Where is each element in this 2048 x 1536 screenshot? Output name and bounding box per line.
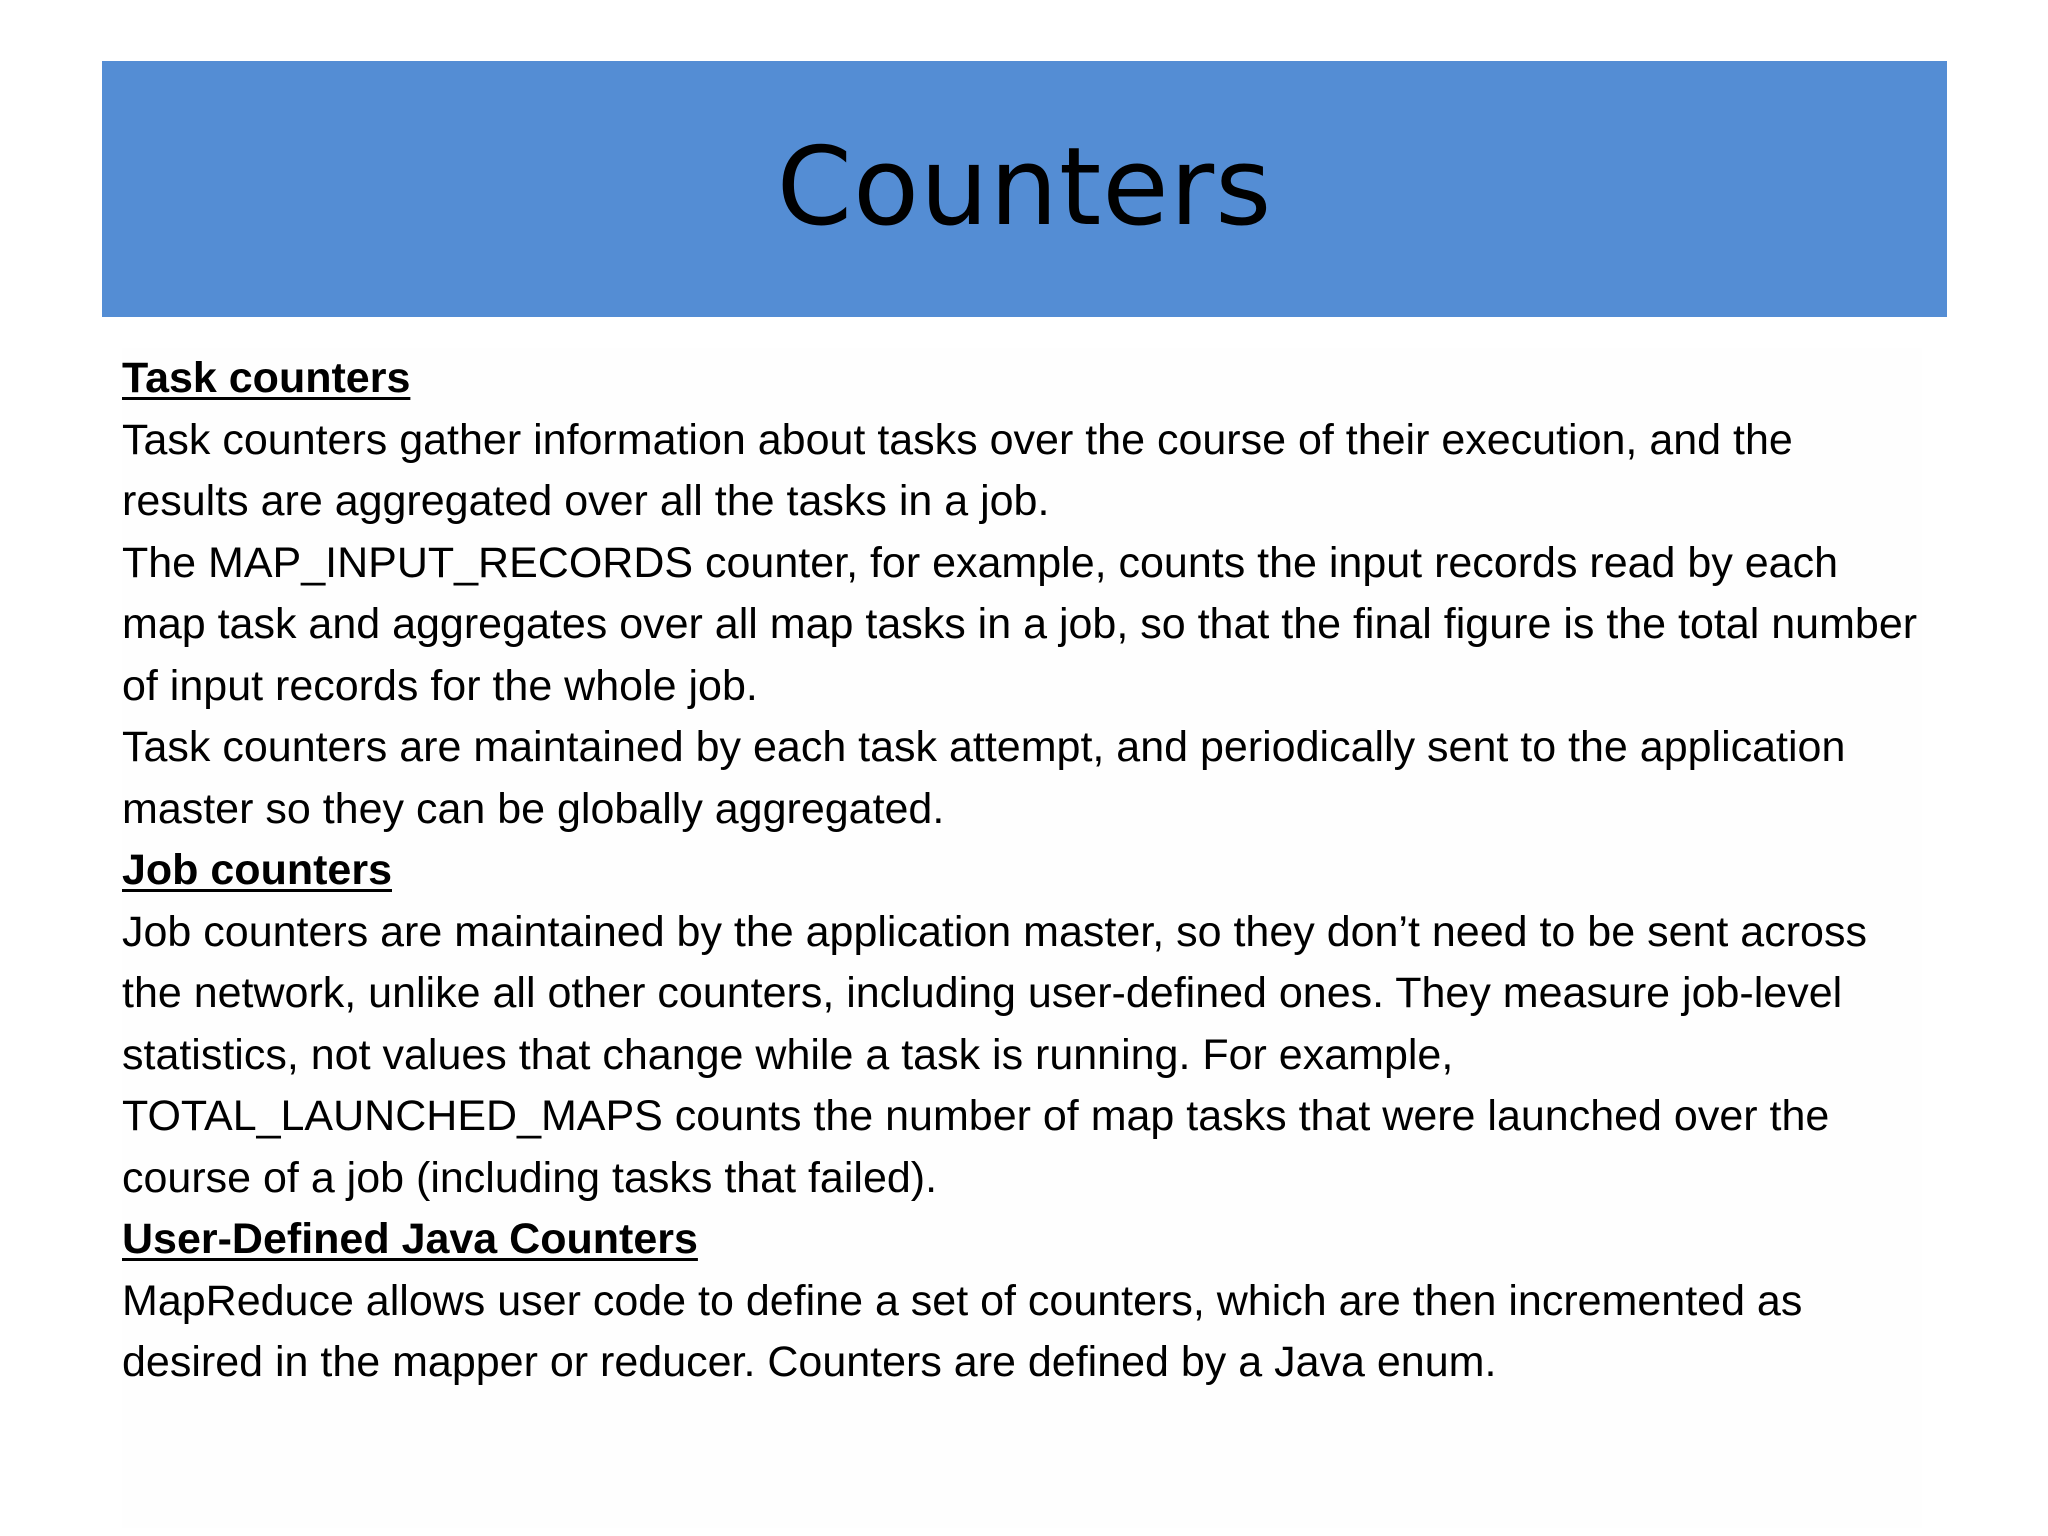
title-bar [102,61,1947,317]
user-defined-counters-paragraph: MapReduce allows user code to define a set of counters, which are then incremented as desired in the mapper or reducer. Counters are defined by a Java enum. [122,1276,1803,1386]
user-defined-counters-heading: User-Defined Java Counters [122,1215,698,1263]
job-counters-paragraph: Job counters are maintained by the application master, so they don’t need to be sent across the network, unlike all other counters, including user-defined ones. They measure job-level statistics, not values that change while a task is running. For example, TOTAL_LAUNCHED_MAPS counts the number of map tasks that were launched over the course of a job (including tasks that failed). [122,907,1867,1202]
task-counters-paragraph-1: Task counters gather information about tasks over the course of their execution, and the results are aggregated over all the tasks in a job. [122,415,1793,525]
task-counters-paragraph-2: The MAP_INPUT_RECORDS counter, for example, counts the input records read by each map task and aggregates over all map tasks in a job, so that the final figure is the total number of input records for the whole job. [122,538,1918,710]
task-counters-heading: Task counters [122,354,411,402]
slide-title: Counters [776,124,1273,250]
job-counters-heading: Job counters [122,846,392,894]
task-counters-paragraph-3: Task counters are maintained by each task attempt, and periodically sent to the application master so they can be globally aggregated. [122,723,1846,833]
slide-body [122,348,1922,1394]
